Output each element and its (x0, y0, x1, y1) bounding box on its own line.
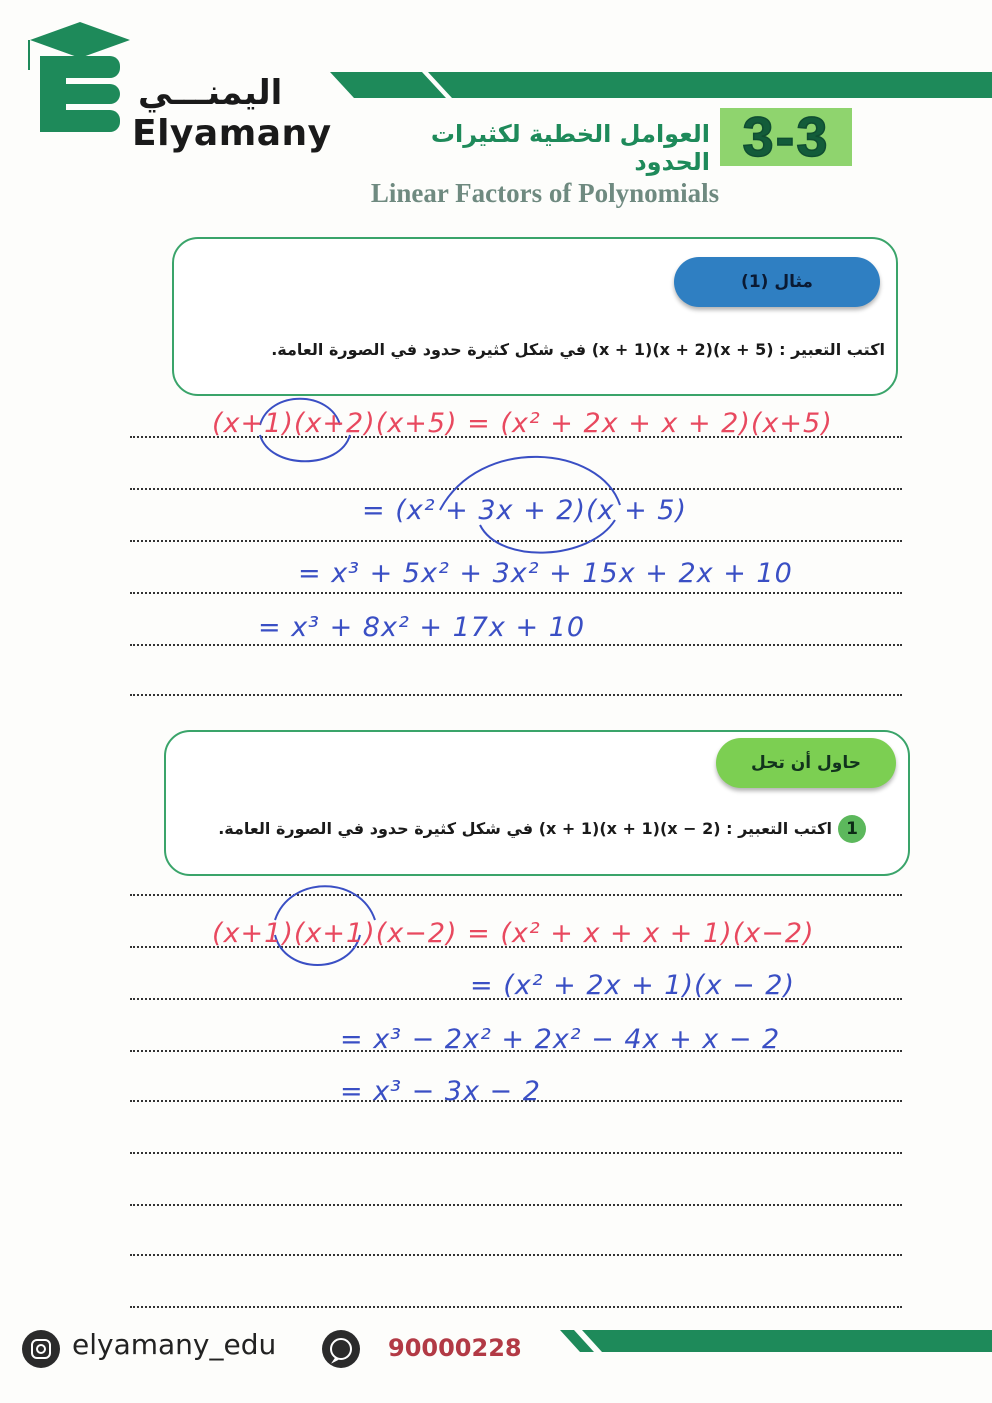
work-step: = (x² + 3x + 2)(x + 5) (362, 495, 687, 526)
work-step: = x³ − 2x² + 2x² − 4x + x − 2 (340, 1024, 781, 1055)
practice-question (176, 815, 866, 843)
work-step: = x³ + 8x² + 17x + 10 (258, 612, 586, 643)
work-step: = x³ − 3x − 2 (340, 1076, 541, 1107)
brand-logo (20, 18, 332, 154)
example-question: اكتب التعبير : (x + 5)(x + 2)(x + 1) في شكل كثيرة حدود في الصورة العامة. (271, 340, 885, 359)
work-step: = x³ + 5x² + 3x² + 15x + 2x + 10 (298, 558, 793, 589)
answer-line (130, 1254, 902, 1256)
instagram-handle: elyamany_edu (72, 1328, 277, 1361)
question-number-badge: 1 (838, 815, 866, 843)
instagram-icon (22, 1330, 60, 1368)
lesson-title-en: Linear Factors of Polynomials (370, 178, 720, 208)
footer-stripe (560, 1330, 992, 1352)
example-label: مثال (1) (674, 257, 880, 307)
answer-line (130, 644, 902, 646)
whatsapp-icon (322, 1330, 360, 1368)
answer-line (130, 592, 902, 594)
lesson-number: 3-3 (720, 108, 852, 166)
header-stripe (330, 72, 992, 102)
brand-name-ar: اليمنـــي (138, 73, 283, 113)
practice-question-text: اكتب التعبير : (x − 2)(x + 1)(x + 1) في شكل كثيرة حدود في الصورة العامة. (218, 819, 832, 838)
work-step: (x+1)(x+1)(x−2) = (x² + x + x + 1)(x−2) (212, 918, 815, 949)
practice-label: حاول أن تحل (716, 738, 896, 788)
answer-line (130, 894, 902, 896)
phone-number: 90000228 (388, 1334, 522, 1362)
answer-line (130, 1204, 902, 1206)
answer-line (130, 1152, 902, 1154)
lesson-title-ar: العوامل الخطية لكثيرات الحدود (430, 120, 710, 176)
work-step: (x+1)(x+2)(x+5) = (x² + 2x + x + 2)(x+5) (212, 408, 833, 439)
answer-line (130, 694, 902, 696)
answer-line (130, 1306, 902, 1308)
work-step: = (x² + 2x + 1)(x − 2) (470, 970, 795, 1001)
brand-name-en: Elyamany (132, 113, 332, 154)
